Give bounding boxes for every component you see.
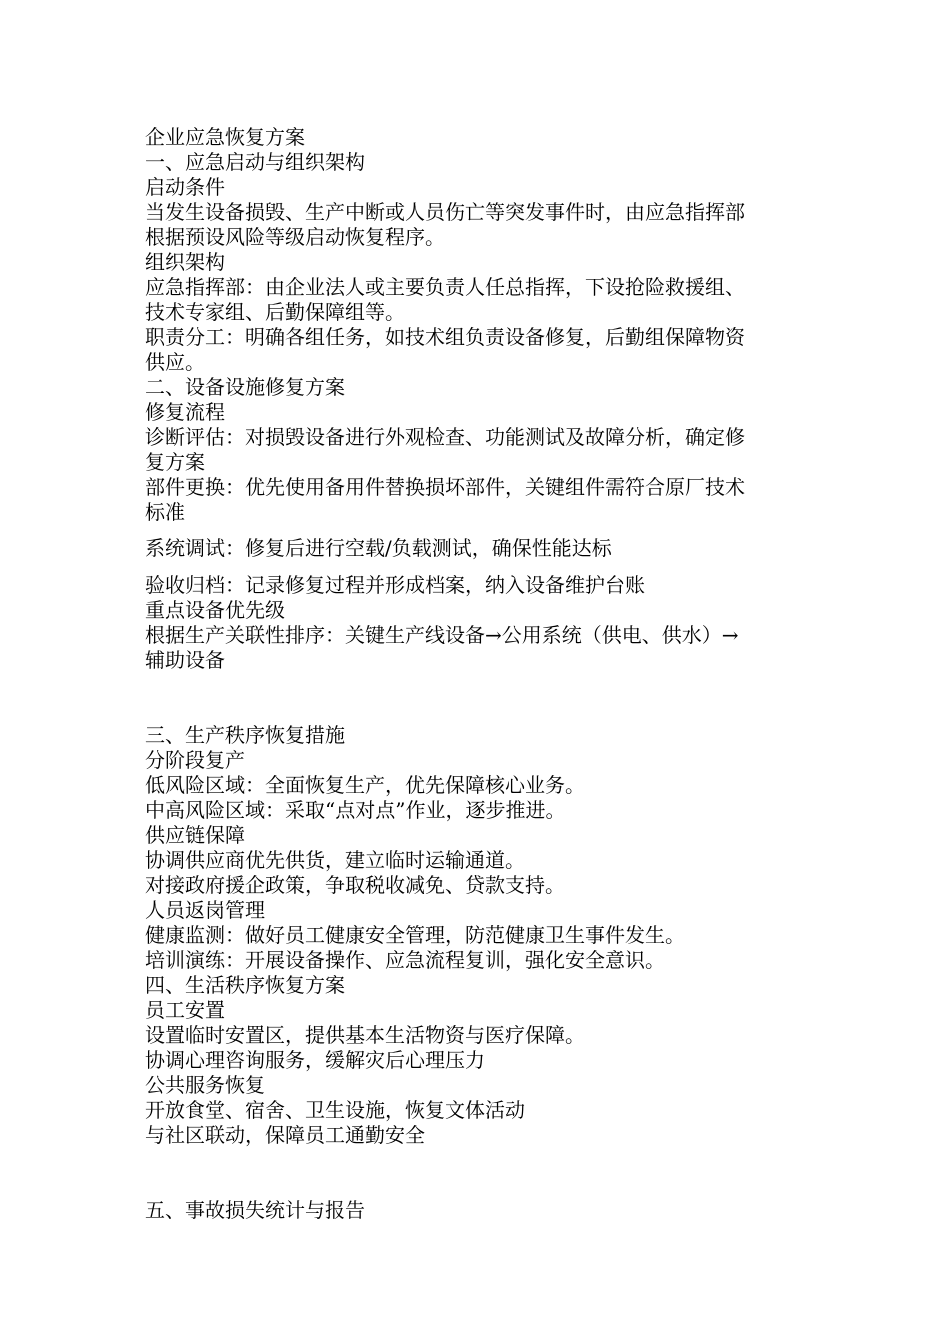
paragraph-line: 验收归档：记录修复过程并形成档案，纳入设备维护台账 (145, 573, 645, 597)
section-heading: 三、生产秩序恢复措施 (145, 723, 345, 747)
paragraph-line: 根据生产关联性排序：关键生产线设备→公用系统（供电、供水）→ (145, 623, 739, 647)
section-heading: 四、生活秩序恢复方案 (145, 973, 345, 997)
subsection-heading: 供应链保障 (145, 823, 245, 847)
paragraph-line: 标准 (145, 500, 185, 524)
document-title: 企业应急恢复方案 (145, 125, 305, 149)
subsection-heading: 组织架构 (145, 250, 225, 274)
paragraph-line: 健康监测：做好员工健康安全管理，防范健康卫生事件发生。 (145, 923, 685, 947)
subsection-heading: 分阶段复产 (145, 748, 245, 772)
paragraph-line: 当发生设备损毁、生产中断或人员伤亡等突发事件时，由应急指挥部 (145, 200, 745, 224)
paragraph-line: 辅助设备 (145, 648, 225, 672)
paragraph-line: 诊断评估：对损毁设备进行外观检查、功能测试及故障分析，确定修 (145, 425, 745, 449)
subsection-heading: 人员返岗管理 (145, 898, 265, 922)
paragraph-line: 应急指挥部：由企业法人或主要负责人任总指挥，下设抢险救援组、 (145, 275, 745, 299)
subsection-heading: 公共服务恢复 (145, 1073, 265, 1097)
paragraph-line: 职责分工：明确各组任务，如技术组负责设备修复，后勤组保障物资 (145, 325, 745, 349)
paragraph-line: 中高风险区域：采取“点对点”作业，逐步推进。 (145, 798, 566, 822)
subsection-heading: 重点设备优先级 (145, 598, 285, 622)
paragraph-line: 部件更换：优先使用备用件替换损坏部件，关键组件需符合原厂技术 (145, 475, 745, 499)
section-heading: 一、应急启动与组织架构 (145, 150, 365, 174)
paragraph-line: 协调心理咨询服务，缓解灾后心理压力 (145, 1048, 485, 1072)
paragraph-line: 与社区联动，保障员工通勤安全 (145, 1123, 425, 1147)
paragraph-line: 系统调试：修复后进行空载/负载测试，确保性能达标 (145, 536, 612, 560)
subsection-heading: 修复流程 (145, 400, 225, 424)
paragraph-line: 开放食堂、宿舍、卫生设施，恢复文体活动 (145, 1098, 525, 1122)
paragraph-line: 技术专家组、后勤保障组等。 (145, 300, 405, 324)
subsection-heading: 员工安置 (145, 998, 225, 1022)
paragraph-line: 协调供应商优先供货，建立临时运输通道。 (145, 848, 525, 872)
paragraph-line: 供应。 (145, 350, 205, 374)
paragraph-line: 设置临时安置区，提供基本生活物资与医疗保障。 (145, 1023, 585, 1047)
paragraph-line: 对接政府援企政策，争取税收减免、贷款支持。 (145, 873, 565, 897)
paragraph-line: 根据预设风险等级启动恢复程序。 (145, 225, 445, 249)
paragraph-line: 复方案 (145, 450, 205, 474)
section-heading: 五、事故损失统计与报告 (145, 1198, 365, 1222)
section-heading: 二、设备设施修复方案 (145, 375, 345, 399)
subsection-heading: 启动条件 (145, 175, 225, 199)
paragraph-line: 培训演练：开展设备操作、应急流程复训，强化安全意识。 (145, 948, 665, 972)
paragraph-line: 低风险区域：全面恢复生产，优先保障核心业务。 (145, 773, 585, 797)
